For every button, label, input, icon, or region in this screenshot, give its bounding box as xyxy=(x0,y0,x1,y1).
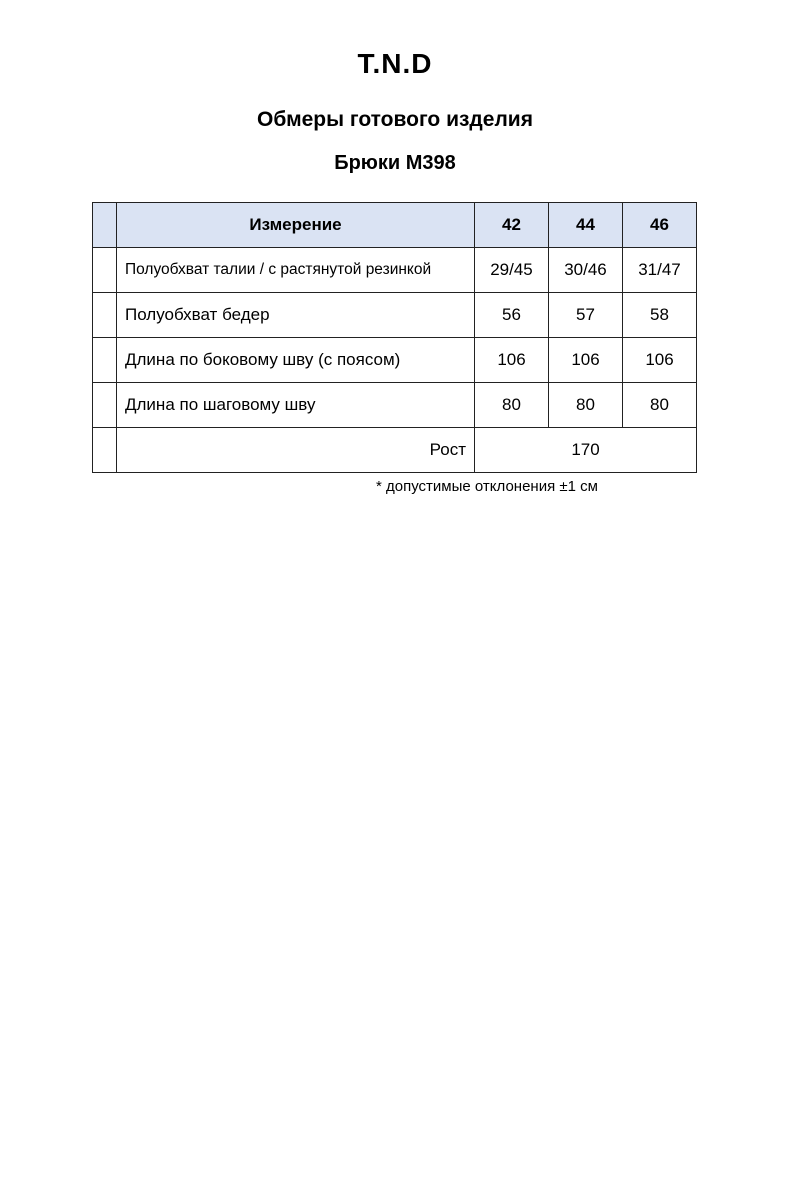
size-header-44: 44 xyxy=(549,203,623,248)
index-cell xyxy=(93,248,117,293)
row-value: 29/45 xyxy=(475,248,549,293)
measurement-header: Измерение xyxy=(117,203,475,248)
row-value: 58 xyxy=(623,293,697,338)
table-row xyxy=(93,248,697,293)
row-value: 80 xyxy=(475,383,549,428)
measurements-table xyxy=(92,202,697,473)
height-label: Рост xyxy=(117,428,475,473)
row-value: 56 xyxy=(475,293,549,338)
row-value: 31/47 xyxy=(623,248,697,293)
size-header-46: 46 xyxy=(623,203,697,248)
height-value: 170 xyxy=(475,428,697,473)
table-row xyxy=(93,338,697,383)
row-label: Длина по шаговому шву xyxy=(117,383,475,428)
row-value: 106 xyxy=(623,338,697,383)
row-value: 80 xyxy=(623,383,697,428)
product-subtitle: Брюки М398 xyxy=(334,152,456,174)
size-header-42: 42 xyxy=(475,203,549,248)
table-header-row xyxy=(93,203,697,248)
row-label: Длина по боковому шву (с поясом) xyxy=(117,338,475,383)
row-value: 106 xyxy=(475,338,549,383)
height-row xyxy=(93,428,697,473)
index-header-cell xyxy=(93,203,117,248)
tolerance-footnote: * допустимые отклонения ±1 см xyxy=(376,478,598,495)
row-value: 30/46 xyxy=(549,248,623,293)
row-label: Полуобхват бедер xyxy=(117,293,475,338)
row-value: 80 xyxy=(549,383,623,428)
table-row xyxy=(93,383,697,428)
index-cell xyxy=(93,338,117,383)
row-label: Полуобхват талии / с растянутой резинкой xyxy=(117,248,475,293)
document-title: Обмеры готового изделия xyxy=(257,108,533,131)
index-cell xyxy=(93,293,117,338)
row-value: 106 xyxy=(549,338,623,383)
index-cell xyxy=(93,383,117,428)
row-value: 57 xyxy=(549,293,623,338)
brand-title: T.N.D xyxy=(357,48,433,79)
table-row xyxy=(93,293,697,338)
index-cell xyxy=(93,428,117,473)
